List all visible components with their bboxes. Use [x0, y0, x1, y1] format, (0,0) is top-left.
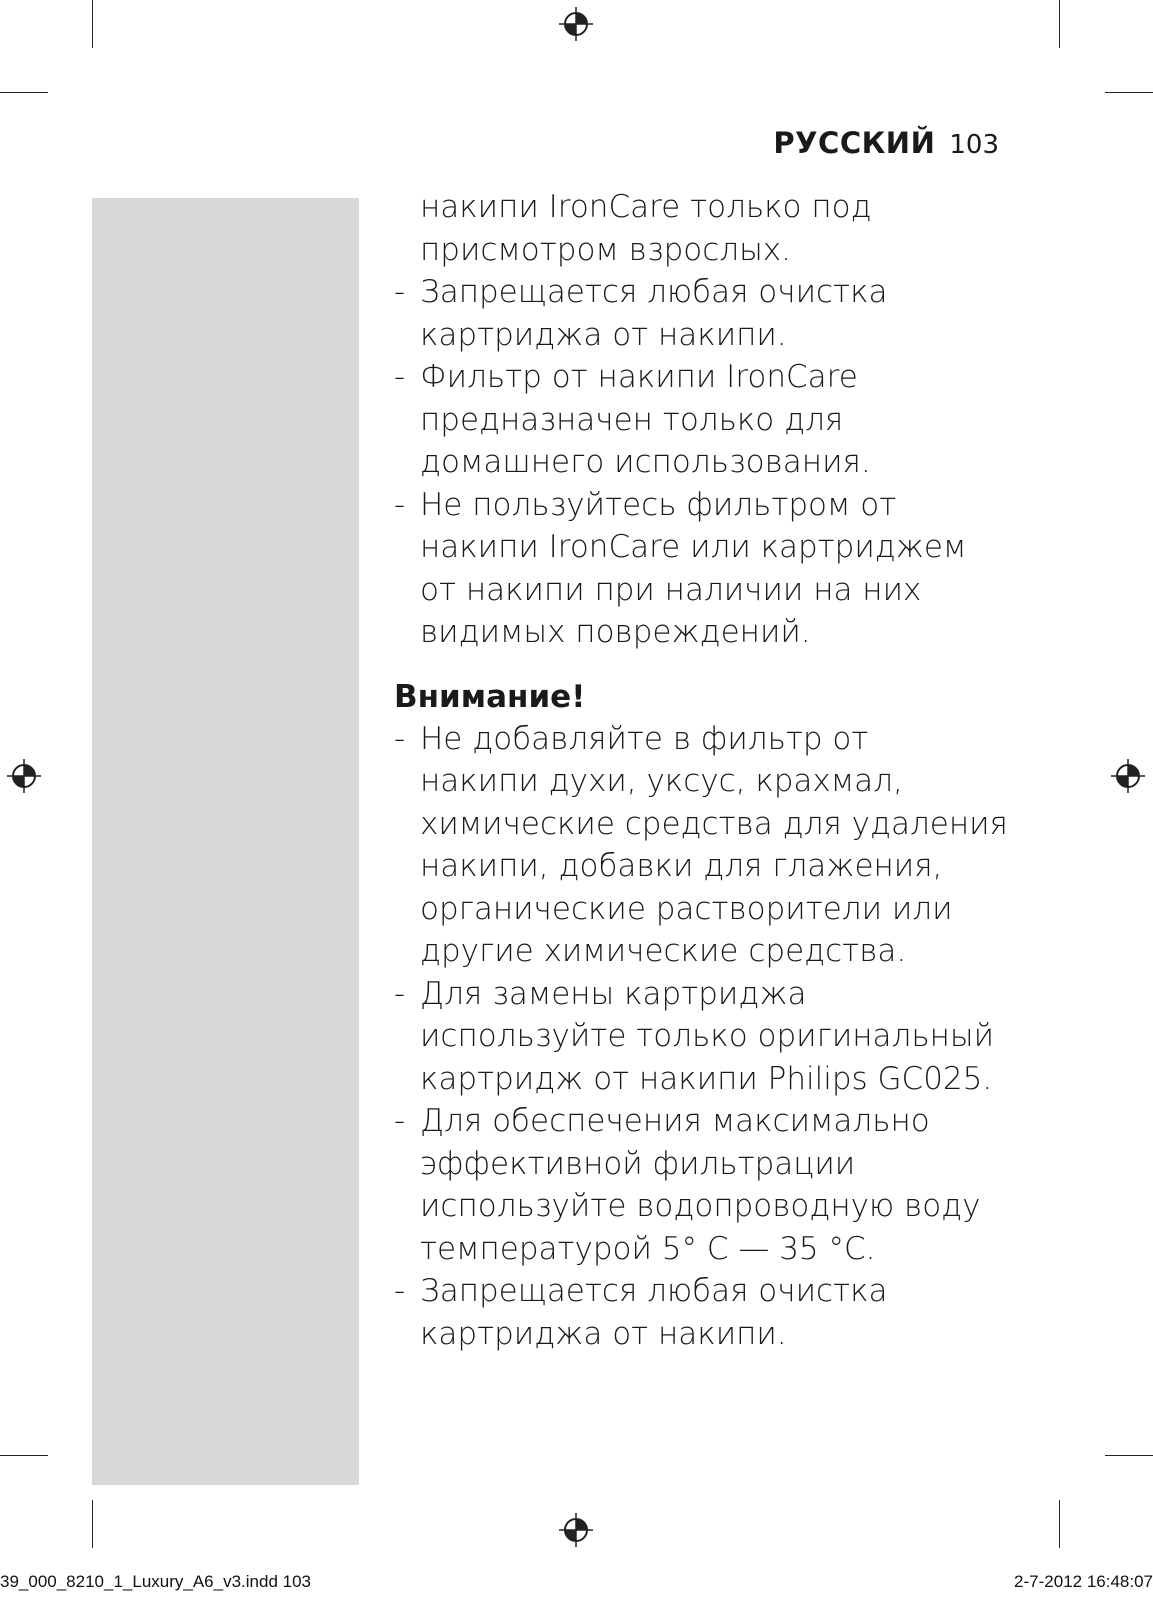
- text-line: накипи, добавки для глажения,: [420, 848, 943, 884]
- file-info: 39_000_8210_1_Luxury_A6_v3.indd 103: [0, 1572, 311, 1591]
- intro-paragraph: [394, 186, 994, 271]
- crop-mark: [0, 92, 48, 93]
- text-line: используйте только оригинальный: [420, 1018, 994, 1054]
- page-number: 103: [949, 130, 999, 160]
- crop-mark: [0, 1455, 48, 1456]
- crop-mark: [1105, 92, 1153, 93]
- registration-mark-icon: [1111, 759, 1145, 793]
- registration-mark-icon: [559, 7, 593, 41]
- bullet-dash: -: [394, 975, 406, 1012]
- bullet-dash: -: [394, 1103, 406, 1139]
- text-line: Фильтр от накипи IronCare: [420, 359, 858, 395]
- list-item: [394, 484, 994, 654]
- text-line: Для обеспечения максимально: [420, 1103, 930, 1139]
- language-title: РУССКИЙ: [773, 126, 936, 160]
- text-line: Запрещается любая очистка: [420, 1273, 888, 1309]
- print-timestamp: 2-7-2012 16:48:07: [1014, 1572, 1153, 1591]
- text-line: Не пользуйтесь фильтром от: [420, 486, 897, 523]
- bullet-dash: -: [394, 486, 406, 523]
- crop-mark: [92, 1500, 93, 1548]
- text-line: картриджа от накипи.: [420, 1315, 787, 1352]
- text-line: предназначен только для: [420, 401, 844, 438]
- text-line: температурой 5° C — 35 °C.: [420, 1230, 876, 1267]
- text-line: картриджа от накипи.: [420, 316, 787, 353]
- text-line: эффективной фильтрации: [420, 1145, 856, 1182]
- caution-heading: Внимание!: [394, 678, 586, 715]
- crop-mark: [1059, 0, 1060, 48]
- text-line: накипи IronCare только под: [420, 189, 872, 225]
- text-line: от накипи при наличии на них: [420, 571, 922, 608]
- text-line: накипи IronCare или картриджем: [420, 529, 967, 565]
- list-item: [394, 271, 994, 356]
- bullet-dash: -: [394, 359, 406, 395]
- registration-mark-icon: [559, 1513, 593, 1547]
- text-line: присмотром взрослых.: [420, 231, 792, 268]
- list-item: [394, 356, 994, 484]
- text-line: используйте водопроводную воду: [420, 1188, 981, 1224]
- text-line: домашнего использования.: [420, 444, 871, 480]
- bullet-dash: -: [394, 720, 406, 757]
- text-line: другие химические средства.: [420, 933, 907, 969]
- text-line: Для замены картриджа: [420, 975, 807, 1012]
- list-item: [394, 1270, 994, 1355]
- page-body: [394, 186, 1008, 1355]
- text-line: видимых повреждений.: [420, 614, 811, 650]
- text-line: органические растворители или: [420, 890, 953, 927]
- text-line: картридж от накипи Philips GC025.: [420, 1060, 993, 1097]
- text-line: Не добавляйте в фильтр от: [420, 720, 869, 757]
- bullet-dash: -: [394, 1273, 406, 1309]
- crop-mark: [92, 0, 93, 48]
- side-gray-panel: [92, 198, 359, 1485]
- list-item: [394, 718, 1008, 973]
- list-item: [394, 1100, 994, 1270]
- registration-mark-icon: [7, 759, 41, 793]
- text-line: накипи духи, уксус, крахмал,: [420, 763, 903, 799]
- text-line: химические средства для удаления: [420, 805, 1008, 842]
- crop-mark: [1059, 1500, 1060, 1548]
- crop-mark: [1105, 1455, 1153, 1456]
- list-item: [394, 973, 994, 1101]
- bullet-dash: -: [394, 274, 406, 310]
- text-line: Запрещается любая очистка: [420, 274, 888, 310]
- page-header: [773, 126, 999, 160]
